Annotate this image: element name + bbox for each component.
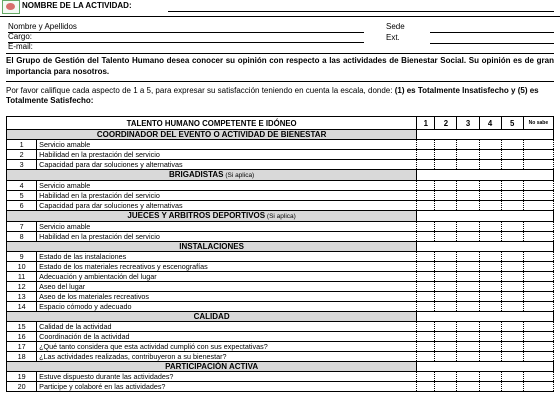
name-field[interactable] [8,32,364,33]
item-text: ¿Qué tanto considera que esta actividad cumplió con sus expectativas? [37,342,417,352]
section-score-blank [417,130,554,140]
no-sabe-cell[interactable] [523,282,553,292]
score-cell-3[interactable] [457,332,479,342]
no-sabe-cell[interactable] [523,382,553,392]
table-row [7,262,554,272]
no-sabe-cell[interactable] [523,352,553,362]
score-cell-4[interactable] [479,292,501,302]
score-cell-2[interactable] [435,252,457,262]
survey-table [6,116,554,392]
no-sabe-cell[interactable] [523,332,553,342]
score-cell-3[interactable] [457,191,479,201]
score-cell-2[interactable] [435,372,457,382]
score-cell-3[interactable] [457,372,479,382]
score-cell-5[interactable] [501,302,523,312]
item-text: Habilidad en la prestación del servicio [37,150,417,160]
score-cell-1[interactable] [417,252,435,262]
table-row [7,201,554,211]
score-cell-2[interactable] [435,181,457,191]
score-cell-5[interactable] [501,160,523,170]
score-cell-2[interactable] [435,140,457,150]
site-label: Sede [386,22,405,31]
score-cell-2[interactable] [435,332,457,342]
score-cell-2[interactable] [435,272,457,282]
score-cell-1[interactable] [417,160,435,170]
score-cell-4[interactable] [479,140,501,150]
score-cell-1[interactable] [417,302,435,312]
no-sabe-cell[interactable] [523,302,553,312]
score-cell-3[interactable] [457,352,479,362]
score-cell-2[interactable] [435,222,457,232]
no-sabe-cell[interactable] [523,372,553,382]
score-cell-4[interactable] [479,222,501,232]
score-cell-2[interactable] [435,292,457,302]
no-sabe-cell[interactable] [523,181,553,191]
no-sabe-cell[interactable] [523,342,553,352]
section-title-text: PARTICIPACIÓN ACTIVA [165,362,259,371]
instructions-text [6,86,554,106]
no-sabe-cell[interactable] [523,272,553,282]
table-row [7,302,554,312]
score-cell-2[interactable] [435,322,457,332]
score-cell-5[interactable] [501,191,523,201]
score-cell-3[interactable] [457,282,479,292]
score-cell-5[interactable] [501,352,523,362]
section-score-blank [417,362,554,372]
no-sabe-cell[interactable] [523,322,553,332]
table-row [7,272,554,282]
score-cell-1[interactable] [417,372,435,382]
section-row [7,362,554,372]
score-cell-2[interactable] [435,302,457,312]
score-cell-3[interactable] [457,201,479,211]
score-cell-4[interactable] [479,150,501,160]
table-row [7,332,554,342]
item-text: Servicio amable [37,222,417,232]
score-cell-4[interactable] [479,322,501,332]
item-text: Espacio cómodo y adecuado [37,302,417,312]
table-row [7,150,554,160]
score-cell-1[interactable] [417,191,435,201]
score-cell-2[interactable] [435,150,457,160]
no-sabe-cell[interactable] [523,150,553,160]
score-cell-5[interactable] [501,342,523,352]
table-row [7,232,554,242]
no-sabe-cell[interactable] [523,262,553,272]
section-row [7,312,554,322]
section-title [7,130,417,140]
score-cell-3[interactable] [457,322,479,332]
score-cell-2[interactable] [435,262,457,272]
table-row [7,352,554,362]
score-cell-3[interactable] [457,160,479,170]
score-cell-3[interactable] [457,140,479,150]
score-cell-5[interactable] [501,272,523,282]
item-text: Estado de las instalaciones [37,252,417,262]
score-cell-5[interactable] [501,292,523,302]
score-cell-1[interactable] [417,352,435,362]
no-sabe-cell[interactable] [523,252,553,262]
score-cell-2[interactable] [435,232,457,242]
score-cell-3[interactable] [457,232,479,242]
item-text: Aseo del lugar [37,282,417,292]
score-header-1: 1 [417,117,435,130]
score-cell-4[interactable] [479,342,501,352]
table-row [7,160,554,170]
no-sabe-cell[interactable] [523,160,553,170]
section-score-blank [417,211,554,222]
score-cell-3[interactable] [457,181,479,191]
score-cell-5[interactable] [501,150,523,160]
item-text: Capacidad para dar soluciones y alternativas [37,160,417,170]
section-row [7,242,554,252]
item-number: 5 [7,191,37,201]
score-cell-1[interactable] [417,342,435,352]
score-cell-5[interactable] [501,382,523,392]
score-cell-1[interactable] [417,222,435,232]
score-cell-4[interactable] [479,372,501,382]
item-number: 10 [7,262,37,272]
section-score-blank [417,170,554,181]
item-number: 15 [7,322,37,332]
score-cell-5[interactable] [501,222,523,232]
item-number: 3 [7,160,37,170]
item-text: Estuve dispuesto durante las actividades? [37,372,417,382]
score-cell-2[interactable] [435,201,457,211]
score-cell-4[interactable] [479,262,501,272]
score-cell-2[interactable] [435,160,457,170]
score-cell-3[interactable] [457,272,479,282]
item-text: Calidad de la actividad [37,322,417,332]
section-score-blank [417,312,554,322]
score-cell-4[interactable] [479,160,501,170]
table-row [7,252,554,262]
score-cell-3[interactable] [457,342,479,352]
item-text: ¿Las actividades realizadas, contribuyeron a su bienestar? [37,352,417,362]
section-title-text: CALIDAD [193,312,230,321]
section-title [7,170,417,181]
no-sabe-header: No sabe [523,117,553,130]
table-header-row [7,117,554,130]
table-row [7,181,554,191]
item-number: 19 [7,372,37,382]
score-cell-4[interactable] [479,332,501,342]
fields-divider [6,53,554,54]
score-cell-1[interactable] [417,262,435,272]
score-header-2: 2 [435,117,457,130]
score-cell-1[interactable] [417,150,435,160]
score-cell-5[interactable] [501,372,523,382]
score-cell-3[interactable] [457,150,479,160]
item-text: Estado de los materiales recreativos y escenografías [37,262,417,272]
score-cell-5[interactable] [501,140,523,150]
item-number: 7 [7,222,37,232]
item-number: 14 [7,302,37,312]
score-cell-4[interactable] [479,352,501,362]
section-score-blank [417,242,554,252]
table-row [7,140,554,150]
table-row [7,342,554,352]
item-text: Adecuación y ambientación del lugar [37,272,417,282]
intro-text: El Grupo de Gestión del Talento Humano desea conocer su opinión con respecto a las actividades de Bienestar Social. Su opinión es de gran importancia para nosotros. [6,56,554,76]
table-row [7,282,554,292]
item-number: 20 [7,382,37,392]
item-text: Habilidad en la prestación del servicio [37,232,417,242]
score-cell-4[interactable] [479,282,501,292]
score-cell-5[interactable] [501,332,523,342]
item-text: Participe y colaboré en las actividades? [37,382,417,392]
section-title-text: INSTALACIONES [179,242,244,251]
table-row [7,322,554,332]
score-cell-3[interactable] [457,292,479,302]
score-cell-1[interactable] [417,272,435,282]
score-cell-4[interactable] [479,272,501,282]
email-label: E-mail: [8,42,33,51]
table-row [7,222,554,232]
score-cell-3[interactable] [457,262,479,272]
item-number: 2 [7,150,37,160]
score-cell-1[interactable] [417,181,435,191]
score-cell-1[interactable] [417,332,435,342]
score-cell-3[interactable] [457,382,479,392]
no-sabe-cell[interactable] [523,201,553,211]
item-text: Servicio amable [37,181,417,191]
item-number: 17 [7,342,37,352]
item-number: 8 [7,232,37,242]
score-cell-4[interactable] [479,232,501,242]
section-title [7,242,417,252]
table-row [7,382,554,392]
activity-name-field[interactable] [168,11,554,12]
score-cell-4[interactable] [479,201,501,211]
item-number: 16 [7,332,37,342]
table-row [7,372,554,382]
score-cell-5[interactable] [501,322,523,332]
score-cell-5[interactable] [501,201,523,211]
item-number: 11 [7,272,37,282]
no-sabe-cell[interactable] [523,232,553,242]
score-cell-2[interactable] [435,352,457,362]
activity-name-label: NOMBRE DE LA ACTIVIDAD: [22,1,132,10]
table-title: TALENTO HUMANO COMPETENTE E IDÓNEO [7,117,417,130]
score-cell-5[interactable] [501,232,523,242]
score-cell-1[interactable] [417,382,435,392]
section-title [7,312,417,322]
section-title-text: JUECES Y ARBITROS DEPORTIVOS [127,211,266,220]
score-cell-1[interactable] [417,322,435,332]
no-sabe-cell[interactable] [523,222,553,232]
score-cell-5[interactable] [501,262,523,272]
score-cell-5[interactable] [501,252,523,262]
item-number: 4 [7,181,37,191]
item-number: 18 [7,352,37,362]
score-cell-1[interactable] [417,232,435,242]
item-text: Aseo de los materiales recreativos [37,292,417,302]
table-row [7,292,554,302]
score-header-5: 5 [501,117,523,130]
logo-emblem [6,3,15,10]
score-cell-1[interactable] [417,282,435,292]
score-cell-5[interactable] [501,282,523,292]
section-title [7,211,417,222]
score-cell-3[interactable] [457,302,479,312]
score-cell-3[interactable] [457,222,479,232]
section-title [7,362,417,372]
section-title-text: BRIGADISTAS [168,170,224,179]
section-title-text: COORDINADOR DEL EVENTO O ACTIVIDAD DE BIENESTAR [96,130,327,139]
item-text: Servicio amable [37,140,417,150]
score-header-3: 3 [457,117,479,130]
item-text: Capacidad para dar soluciones y alternativas [37,201,417,211]
item-number: 9 [7,252,37,262]
name-label: Nombre y Apellidos [8,22,77,31]
header-divider [0,16,560,17]
score-cell-4[interactable] [479,302,501,312]
score-cell-2[interactable] [435,191,457,201]
instructions-scale: (1) es Totalmente Insatisfecho y (5) es Totalmente Satisfecho: [6,86,539,105]
score-cell-2[interactable] [435,382,457,392]
item-text: Coordinación de la actividad [37,332,417,342]
score-cell-1[interactable] [417,140,435,150]
score-cell-4[interactable] [479,181,501,191]
score-cell-4[interactable] [479,252,501,262]
score-cell-3[interactable] [457,252,479,262]
score-cell-2[interactable] [435,342,457,352]
item-text: Habilidad en la prestación del servicio [37,191,417,201]
ext-label: Ext. [386,33,400,42]
section-row [7,211,554,222]
section-row [7,130,554,140]
no-sabe-cell[interactable] [523,140,553,150]
position-field[interactable] [8,42,364,43]
score-cell-2[interactable] [435,282,457,292]
score-cell-1[interactable] [417,292,435,302]
site-field[interactable] [430,32,554,33]
no-sabe-cell[interactable] [523,292,553,302]
no-sabe-cell[interactable] [523,191,553,201]
score-cell-1[interactable] [417,201,435,211]
score-cell-4[interactable] [479,382,501,392]
item-number: 6 [7,201,37,211]
item-number: 12 [7,282,37,292]
ext-field[interactable] [430,43,554,44]
score-cell-5[interactable] [501,181,523,191]
score-header-4: 4 [479,117,501,130]
intro-divider [6,81,554,82]
score-cell-4[interactable] [479,191,501,201]
item-number: 1 [7,140,37,150]
item-number: 13 [7,292,37,302]
company-logo [2,0,20,14]
instructions-prefix: Por favor califique cada aspecto de 1 a 5, para expresar su satisfacción teniendo en cuenta la escala, donde: [6,86,393,95]
section-note: (Si aplica) [265,213,296,220]
section-row [7,170,554,181]
section-note: (Si aplica) [223,172,255,179]
table-row [7,191,554,201]
position-label: Cargo: [8,32,33,41]
